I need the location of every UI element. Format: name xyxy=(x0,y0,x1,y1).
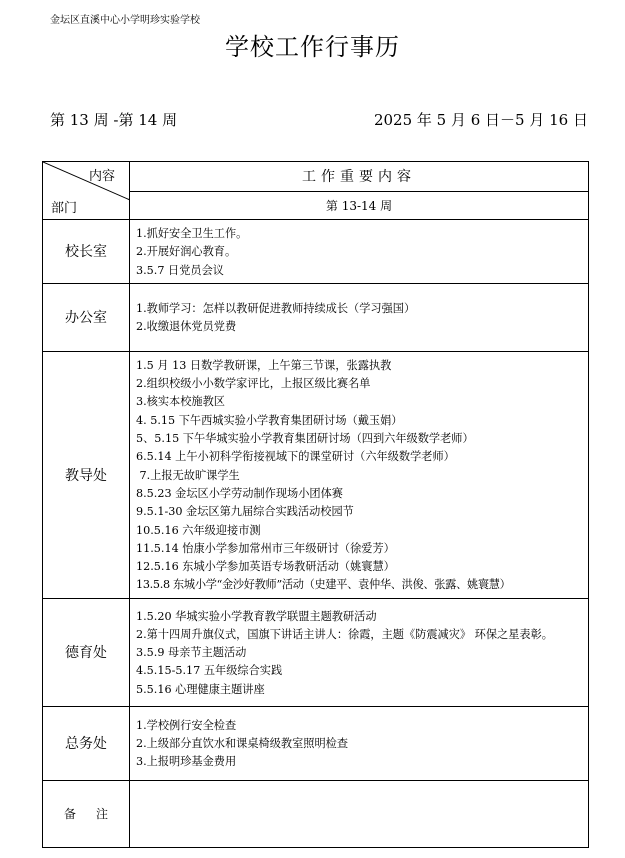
content-cell xyxy=(130,706,589,780)
list-item: 10.5.16 六年级迎接市测 xyxy=(136,523,261,537)
list-item: 3.5.9 母亲节主题活动 xyxy=(136,646,247,660)
list-item: 2.第十四周升旗仪式，国旗下讲话主讲人：徐霞，主题《防震减灾》 环保之星表彰。 xyxy=(136,627,553,641)
week-range: 第 13 周 -第 14 周 xyxy=(50,111,178,129)
list-item: 4.5.15-5.17 五年级综合实践 xyxy=(136,664,283,678)
dept-cell: 总务处 xyxy=(43,706,130,780)
sub-header: 第 13-14 周 xyxy=(130,191,589,220)
notes-label-cell xyxy=(43,780,130,847)
list-item: 11.5.14 怡康小学参加常州市三年级研讨（徐爱芳） xyxy=(136,541,395,555)
list-item: 7.上报无故旷课学生 xyxy=(136,468,240,482)
list-item: 13.5.8 东城小学“金沙好教师”活动（史建平、袁仲华、洪俊、张露、姚寰慧） xyxy=(136,578,511,592)
list-item: 1.5 月 13 日数学教研课，上午第三节课，张露执教 xyxy=(136,358,392,372)
list-item: 1.教师学习：怎样以教研促进教师持续成长（学习强国） xyxy=(136,302,416,316)
content-cell xyxy=(130,220,589,284)
content-cell xyxy=(130,598,589,706)
list-item: 4. 5.15 下午西城实验小学教育集团研讨场（戴玉娟） xyxy=(136,413,403,427)
corner-dept-label: 部门 xyxy=(51,201,78,216)
list-item: 1.抓好安全卫生工作。 xyxy=(136,227,248,240)
list-item: 12.5.16 东城小学参加英语专场教研活动（姚寰慧） xyxy=(136,560,395,574)
table-row-principal xyxy=(43,220,589,284)
schedule-table xyxy=(42,161,589,848)
list-item: 3.核实本校施教区 xyxy=(136,395,225,409)
content-cell xyxy=(130,351,589,598)
corner-header-cell xyxy=(43,162,130,220)
dept-cell: 德育处 xyxy=(43,598,130,706)
list-item: 2.上级部分直饮水和课桌椅级教室照明检查 xyxy=(136,737,349,751)
school-name: 金坛区直溪中心小学明珍实验学校 xyxy=(50,15,200,26)
list-item: 1.5.20 华城实验小学教育教学联盟主题教研活动 xyxy=(136,609,377,623)
list-item: 1.学校例行安全检查 xyxy=(136,718,237,732)
table-row-notes xyxy=(43,780,589,847)
main-header: 工作重要内容 xyxy=(130,162,589,192)
page-title: 学校工作行事历 xyxy=(225,33,400,61)
table-row-general-affairs xyxy=(43,706,589,780)
list-item: 3.上报明珍基金费用 xyxy=(136,755,237,769)
dept-cell: 校长室 xyxy=(43,220,130,284)
list-item: 2.收缴退休党员党费 xyxy=(136,320,237,334)
content-cell xyxy=(130,283,589,351)
list-item: 2.开展好润心教育。 xyxy=(136,245,237,259)
list-item: 2.组织校级小小数学家评比，上报区级比赛名单 xyxy=(136,377,371,391)
dept-cell: 办公室 xyxy=(43,283,130,351)
list-item: 3.5.7 日党员会议 xyxy=(136,263,224,277)
list-item: 5.5.16 心理健康主题讲座 xyxy=(136,682,265,696)
list-item: 8.5.23 金坛区小学劳动制作现场小团体赛 xyxy=(136,486,343,500)
date-range: 2025 年 5 月 6 日－5 月 16 日 xyxy=(373,111,588,129)
list-item: 5、5.15 下午华城实验小学教育集团研讨场（四到六年级数学老师） xyxy=(136,432,474,446)
corner-content-label: 内容 xyxy=(88,169,115,184)
table-row-office xyxy=(43,283,589,351)
list-item: 9.5.1-30 金坛区第九届综合实践活动校园节 xyxy=(136,505,354,519)
table-row-academic xyxy=(43,351,589,598)
table-row-moral-education xyxy=(43,598,589,706)
notes-value-cell xyxy=(130,780,589,847)
dept-cell: 教导处 xyxy=(43,351,130,598)
notes-label: 备注 xyxy=(63,807,128,822)
list-item: 6.5.14 上午小初科学衔接视域下的课堂研讨（六年级数学老师） xyxy=(136,450,455,464)
